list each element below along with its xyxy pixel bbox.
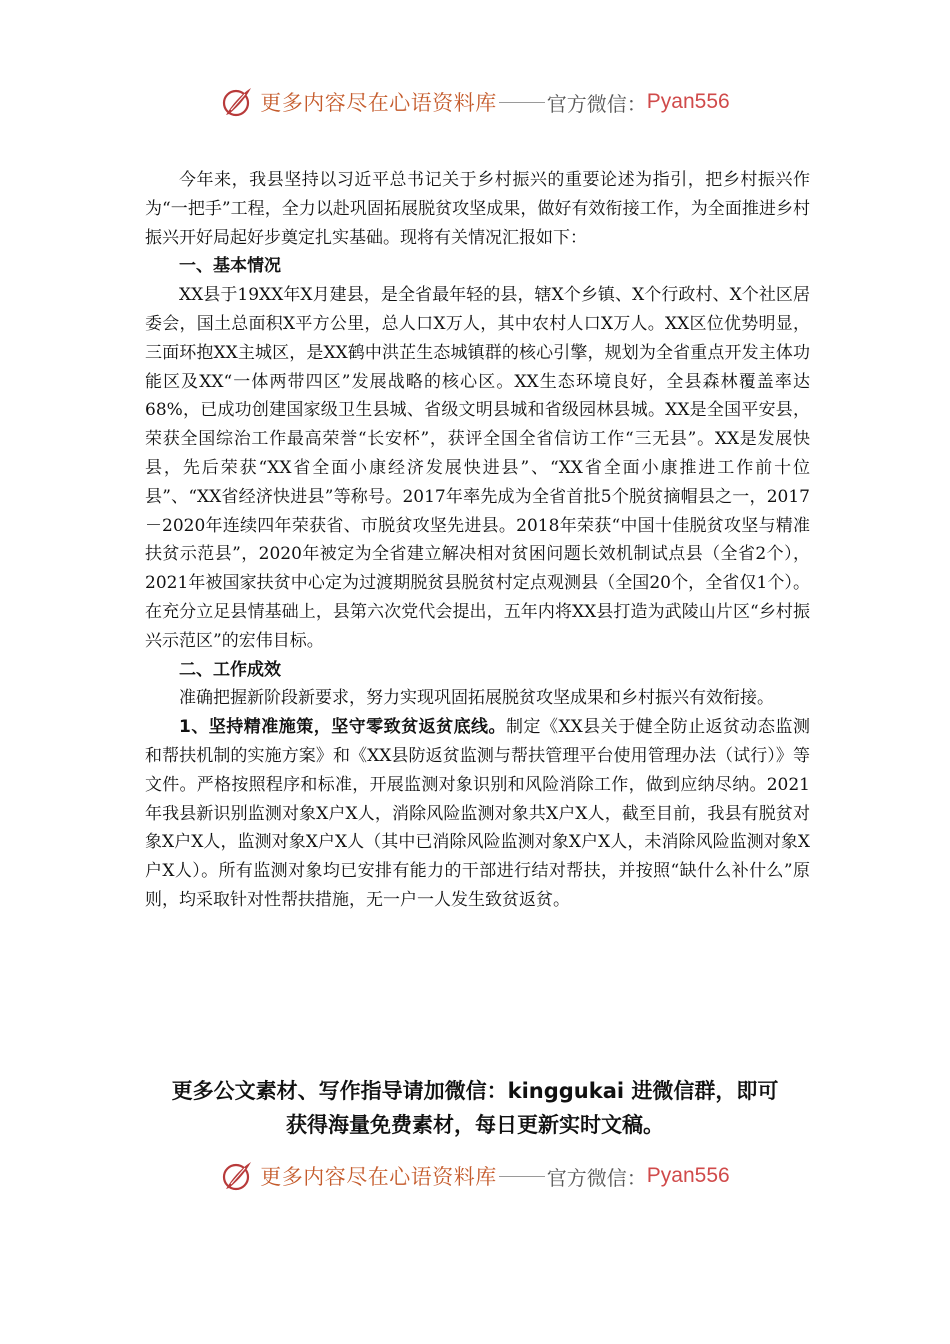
promo-line-2: 获得海量免费素材，每日更新实时文稿。 bbox=[286, 1113, 664, 1137]
section2-heading: 二、工作成效 bbox=[179, 659, 281, 680]
top-banner bbox=[0, 80, 950, 124]
item1-body: 制定《XX县关于健全防止返贫动态监测和帮扶机制的实施方案》和《XX县防返贫监测与帮扶管理平台使用管理办法（试行）》等文件。严格按照程序和标准，开展监测对象识别和风险消除工作，做到应纳尽纳。2021年我县新识别监测对象X户X人，消除风险监测对象共X户X人，截至目前，我县有脱贫对象X户X人，监测对象X户X人（其中已消除风险监测对象X户X人，未消除风险监测对象X户X人）。所有监测对象均已安排有能力的干部进行结对帮扶，并按照“缺什么补什么”原则，均采取针对性帮扶措施，无一户一人发生致贫返贫。 bbox=[145, 717, 810, 910]
quill-logo-icon bbox=[220, 85, 254, 119]
banner-wechat-id: Pyan556 bbox=[646, 90, 730, 113]
section2-item1-paragraph bbox=[145, 713, 810, 915]
bottom-banner bbox=[0, 1154, 950, 1198]
section1-heading: 一、基本情况 bbox=[179, 256, 281, 277]
banner-title: 更多内容尽在心语资料库 bbox=[260, 1165, 497, 1189]
banner-dash-divider bbox=[499, 102, 545, 103]
banner-wechat-label: 官方微信： bbox=[546, 91, 647, 116]
section1-paragraph: XX县于19XX年X月建县，是全省最年轻的县，辖X个乡镇、X个行政村、X个社区居委会，国土总面积X平方公里，总人口X万人，其中农村人口X万人。XX区位优势明显，三面环抱XX主城区，是XX鹤中洪芷生态城镇群的核心引擎，规划为全省重点开发主体功能区及XX“一体两带四区”发展战略的核心区。XX生态环境良好，全县森林覆盖率达68%，已成功创建国家级卫生县城、省级文明县城和省级园林县城。XX是全国平安县，荣获全国综治工作最高荣誉“长安杯”，获评全国全省信访工作“三无县”。XX是发展快县，先后荣获“XX省全面小康经济发展快进县”、“XX省全面小康推进工作前十位县”、“XX省经济快进县”等称号。2017年率先成为全省首批5个脱贫摘帽县之一，2017－2020年连续四年荣获省、市脱贫攻坚先进县。2018年荣获“中国十佳脱贫攻坚与精准扶贫示范县”，2020年被定为全省建立解决相对贫困问题长效机制试点县（全省2个），2021年被国家扶贫中心定为过渡期脱贫县脱贫村定点观测县（全国20个，全省仅1个）。在充分立足县情基础上，县第六次党代会提出，五年内将XX县打造为武陵山片区“乡村振兴示范区”的宏伟目标。 bbox=[145, 285, 810, 651]
quill-logo-icon bbox=[220, 1159, 254, 1193]
banner-title: 更多内容尽在心语资料库 bbox=[260, 91, 497, 115]
section2-intro-paragraph: 准确把握新阶段新要求，努力实现巩固拓展脱贫攻坚成果和乡村振兴有效衔接。 bbox=[179, 688, 774, 709]
intro-paragraph: 今年来，我县坚持以习近平总书记关于乡村振兴的重要论述为指引，把乡村振兴作为“一把手”工程，全力以赴巩固拓展脱贫攻坚成果，做好有效衔接工作，为全面推进乡村振兴开好局起好步奠定扎实基础。现将有关情况汇报如下： bbox=[145, 170, 810, 248]
banner-dash-divider bbox=[499, 1176, 545, 1177]
item1-lead: 1、坚持精准施策，坚守零致贫返贫底线。 bbox=[179, 717, 507, 738]
banner-wechat-id: Pyan556 bbox=[646, 1164, 730, 1187]
promo-line-1: 更多公文素材、写作指导请加微信：kinggukai 进微信群，即可 bbox=[171, 1079, 779, 1103]
banner-wechat-label: 官方微信： bbox=[546, 1165, 647, 1190]
document-body bbox=[145, 166, 810, 915]
promo-block bbox=[0, 1074, 950, 1142]
